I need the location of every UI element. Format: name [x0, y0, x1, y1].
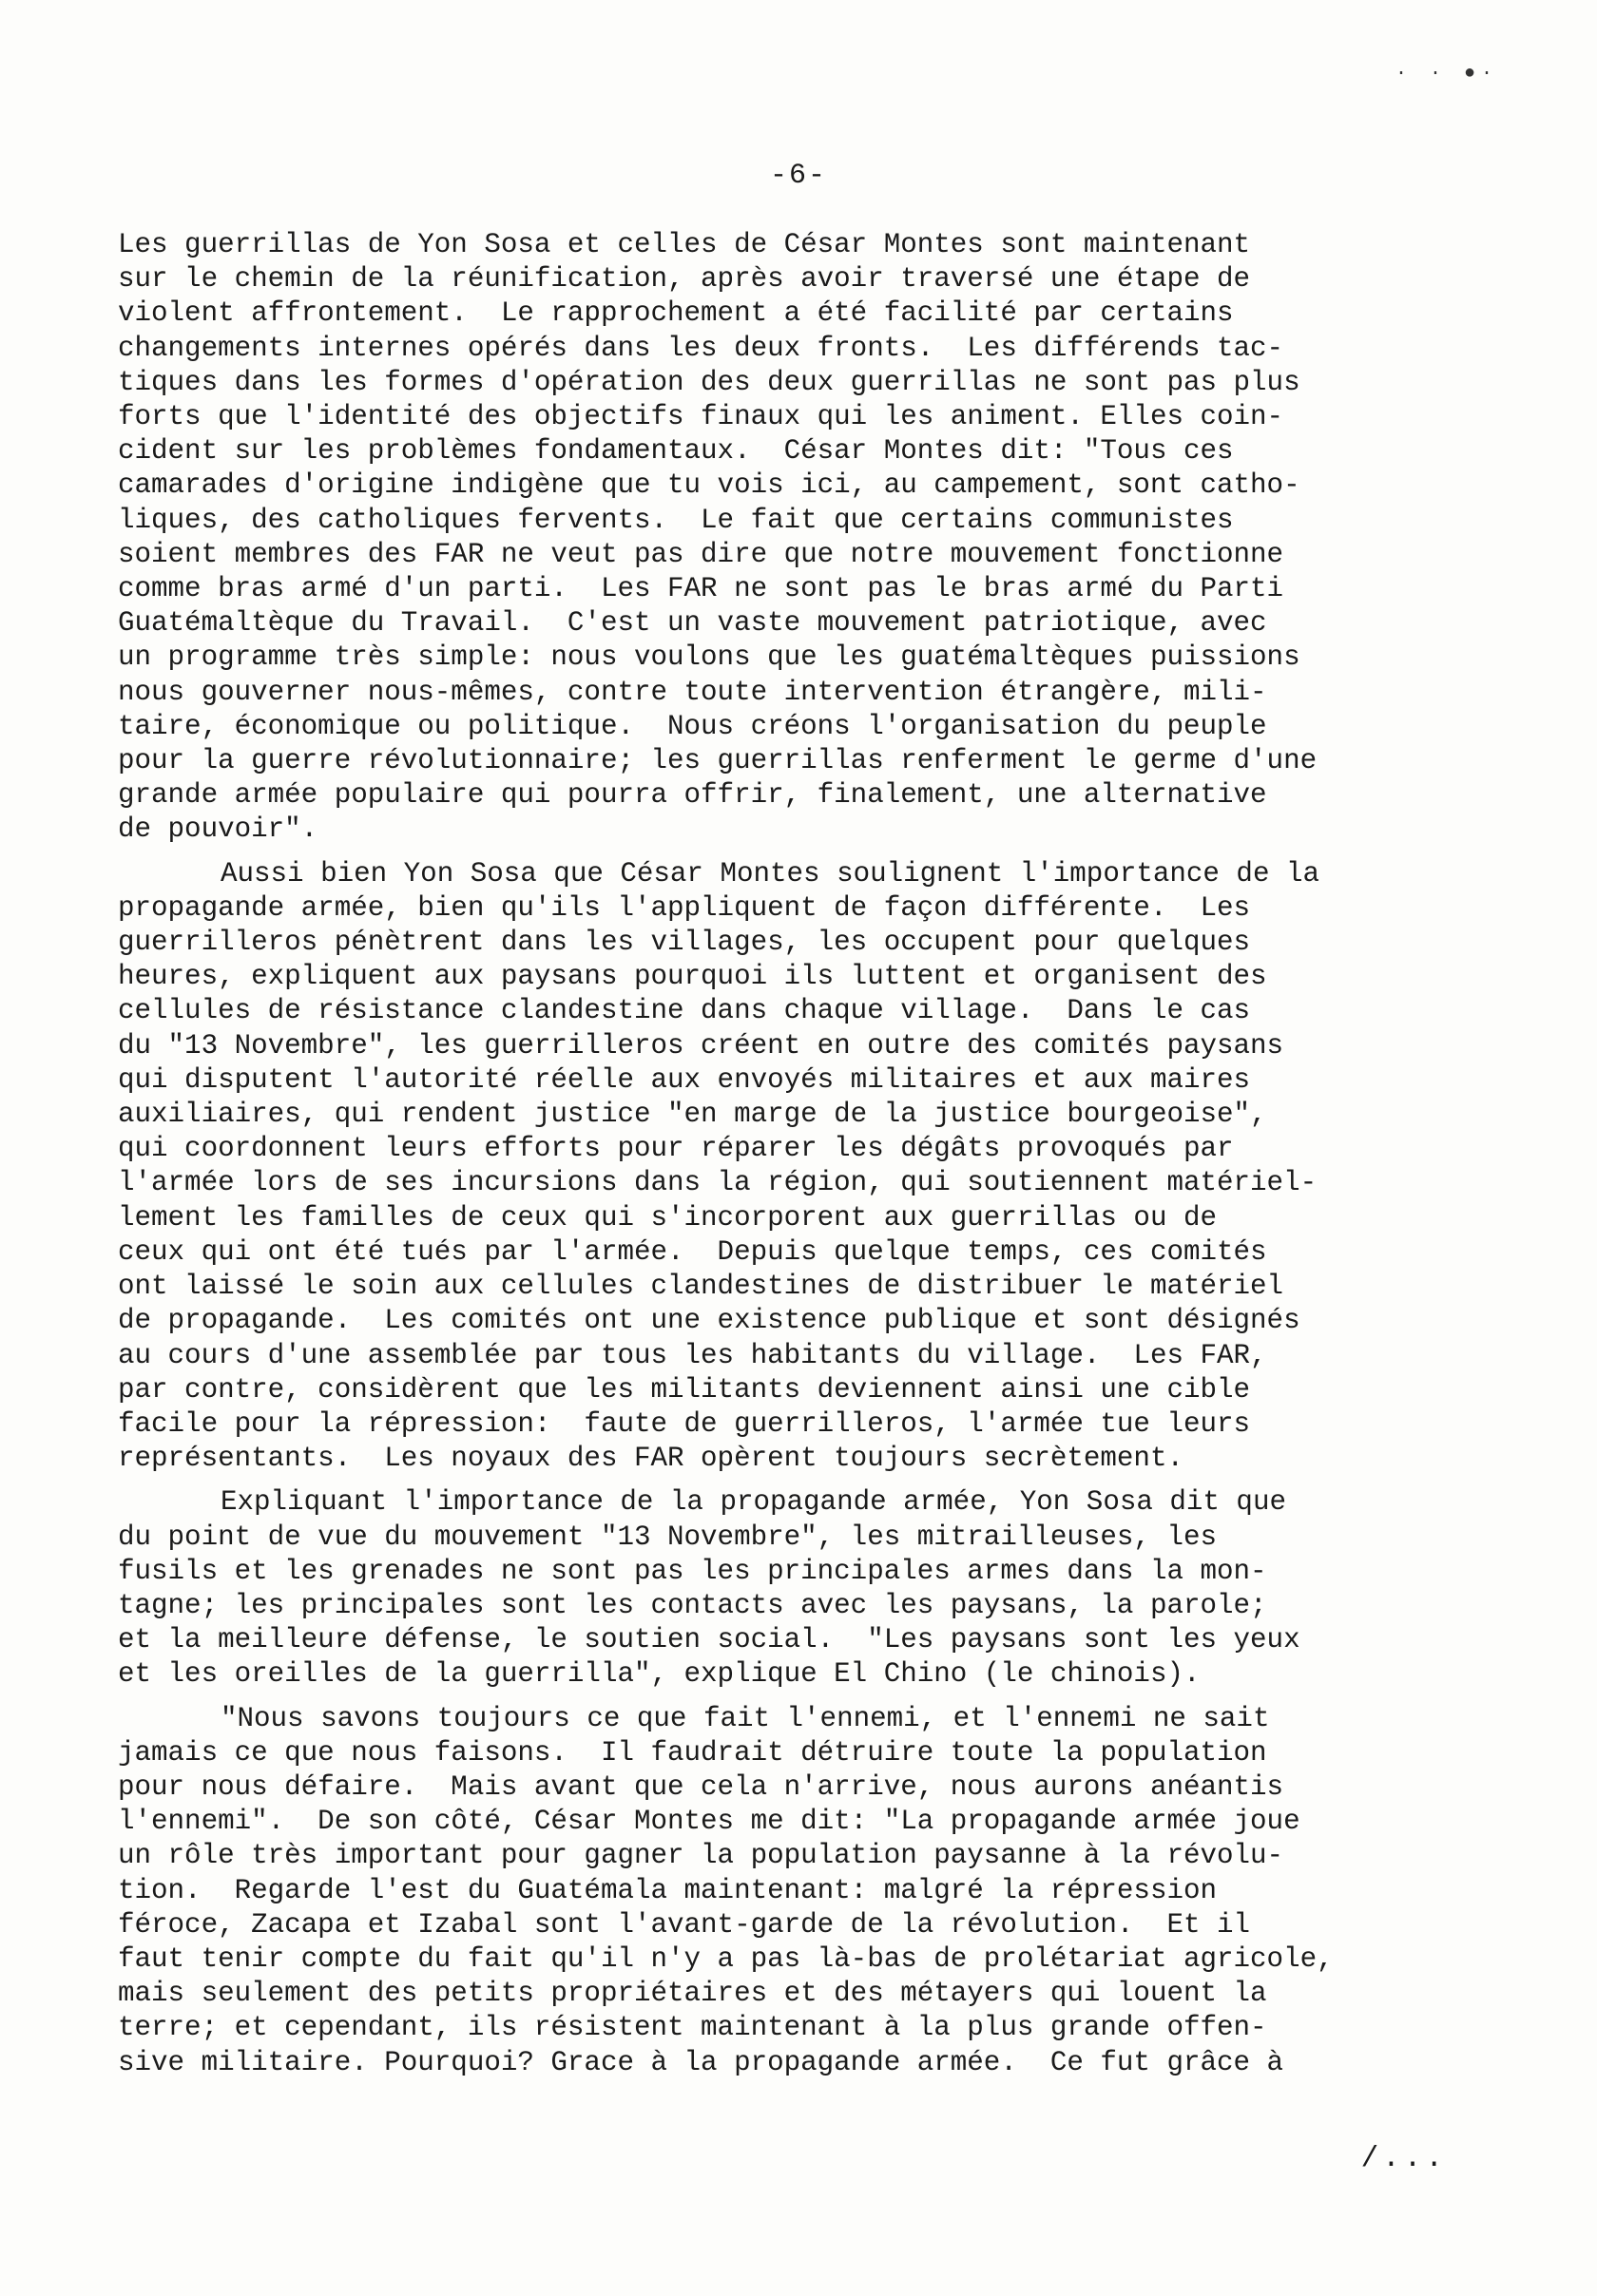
text-line: pour la guerre révolutionnaire; les guerrillas renferment le germe d'une — [118, 745, 1318, 777]
text-line: camarades d'origine indigène que tu vois ici, au campement, sont catho- — [118, 469, 1300, 502]
text-line: propagande armée, bien qu'ils l'appliquent de façon différente. Les — [118, 891, 1251, 924]
text-line: Les guerrillas de Yon Sosa et celles de César Montes sont maintenant — [118, 229, 1251, 260]
text-line: sur le chemin de la réunification, après avoir traversé une étape de — [118, 263, 1251, 296]
text-line: comme bras armé d'un parti. Les FAR ne sont pas le bras armé du Parti — [118, 573, 1284, 605]
body-text — [118, 228, 1496, 2090]
text-line: de pouvoir". — [118, 813, 318, 846]
text-line: soient membres des FAR ne veut pas dire que notre mouvement fonctionne — [118, 538, 1284, 570]
text-line: sive militaire. Pourquoi? Grace à la propagande armée. Ce fut grâce à — [118, 2046, 1284, 2078]
text-line: Aussi bien Yon Sosa que César Montes soulignent l'importance de la — [221, 857, 1320, 890]
text-line: liques, des catholiques fervents. Le fait que certains communistes — [118, 504, 1234, 536]
text-line: qui disputent l'autorité réelle aux envoyés militaires et aux maires — [118, 1063, 1251, 1096]
text-line: nous gouverner nous-mêmes, contre toute intervention étrangère, mili- — [118, 676, 1267, 708]
paragraph-2 — [118, 857, 1496, 1477]
text-line: facile pour la répression: faute de guerrilleros, l'armée tue leurs — [118, 1407, 1251, 1440]
text-line: lement les familles de ceux qui s'incorporent aux guerrillas ou de — [118, 1201, 1218, 1234]
text-line: heures, expliquent aux paysans pourquoi ils luttent et organisent des — [118, 961, 1267, 993]
text-line: et la meilleure défense, le soutien social. "Les paysans sont les yeux — [118, 1624, 1300, 1656]
text-line: faut tenir compte du fait qu'il n'y a pas là-bas de prolétariat agricole, — [118, 1942, 1334, 1975]
text-line: grande armée populaire qui pourra offrir, finalement, une alternative — [118, 779, 1267, 812]
text-line: au cours d'une assemblée par tous les habitants du village. Les FAR, — [118, 1339, 1267, 1371]
text-line: féroce, Zacapa et Izabal sont l'avant-garde de la révolution. Et il — [118, 1908, 1251, 1941]
text-line: auxiliaires, qui rendent justice "en marge de la justice bourgeoise", — [118, 1099, 1267, 1131]
text-line: tion. Regarde l'est du Guatémala maintenant: malgré la répression — [118, 1874, 1218, 1906]
text-line: l'armée lors de ses incursions dans la région, qui soutiennent matériel- — [118, 1167, 1318, 1199]
text-line: du "13 Novembre", les guerrilleros créent en outre des comités paysans — [118, 1029, 1284, 1062]
text-line: taire, économique ou politique. Nous créons l'organisation du peuple — [118, 710, 1267, 742]
text-line: forts que l'identité des objectifs finaux qui les animent. Elles coin- — [118, 401, 1284, 433]
text-line: du point de vue du mouvement "13 Novembre", les mitrailleuses, les — [118, 1521, 1218, 1553]
text-line: guerrilleros pénètrent dans les villages, les occupent pour quelques — [118, 927, 1251, 959]
text-line: cident sur les problèmes fondamentaux. César Montes dit: "Tous ces — [118, 435, 1234, 468]
text-line: et les oreilles de la guerrilla", explique El Chino (le chinois). — [118, 1658, 1201, 1691]
text-line: jamais ce que nous faisons. Il faudrait détruire toute la population — [118, 1736, 1267, 1769]
text-line: fusils et les grenades ne sont pas les principales armes dans la mon- — [118, 1555, 1267, 1587]
continuation-mark: /... — [1360, 2142, 1447, 2175]
text-line: tiques dans les formes d'opération des deux guerrillas ne sont pas plus — [118, 366, 1300, 398]
text-line: terre; et cependant, ils résistent maintenant à la plus grande offen- — [118, 2012, 1267, 2044]
text-line: mais seulement des petits propriétaires et des métayers qui louent la — [118, 1978, 1267, 2010]
text-line: un programme très simple: nous voulons que les guatémaltèques puissions — [118, 641, 1300, 674]
text-line: tagne; les principales sont les contacts avec les paysans, la parole; — [118, 1589, 1267, 1621]
text-line: Expliquant l'importance de la propagande armée, Yon Sosa dit que — [221, 1486, 1286, 1519]
text-line: "Nous savons toujours ce que fait l'ennemi, et l'ennemi ne sait — [221, 1702, 1270, 1734]
corner-marks: · · ●· — [1395, 63, 1498, 85]
paragraph-3 — [118, 1485, 1496, 1692]
text-line: changements internes opérés dans les deux fronts. Les différends tac- — [118, 332, 1284, 364]
text-line: ont laissé le soin aux cellules clandestines de distribuer le matériel — [118, 1271, 1284, 1303]
text-line: qui coordonnent leurs efforts pour réparer les dégâts provoqués par — [118, 1133, 1234, 1165]
text-line: violent affrontement. Le rapprochement a été facilité par certains — [118, 297, 1234, 330]
text-line: de propagande. Les comités ont une existence publique et sont désignés — [118, 1305, 1300, 1337]
text-line: représentants. Les noyaux des FAR opèrent toujours secrètement. — [118, 1443, 1183, 1475]
text-line: pour nous défaire. Mais avant que cela n'arrive, nous aurons anéantis — [118, 1770, 1284, 1803]
text-line: par contre, considèrent que les militants deviennent ainsi une cible — [118, 1373, 1251, 1406]
text-line: un rôle très important pour gagner la population paysanne à la révolu- — [118, 1840, 1284, 1872]
text-line: Guatémaltèque du Travail. C'est un vaste mouvement patriotique, avec — [118, 607, 1267, 640]
text-line: cellules de résistance clandestine dans chaque village. Dans le cas — [118, 995, 1251, 1027]
page-number: -6- — [769, 160, 827, 192]
paragraph-4 — [118, 1702, 1496, 2080]
text-line: ceux qui ont été tués par l'armée. Depuis quelque temps, ces comités — [118, 1235, 1267, 1268]
text-line: l'ennemi". De son côté, César Montes me dit: "La propagande armée joue — [118, 1806, 1300, 1838]
paragraph-1 — [118, 228, 1496, 848]
